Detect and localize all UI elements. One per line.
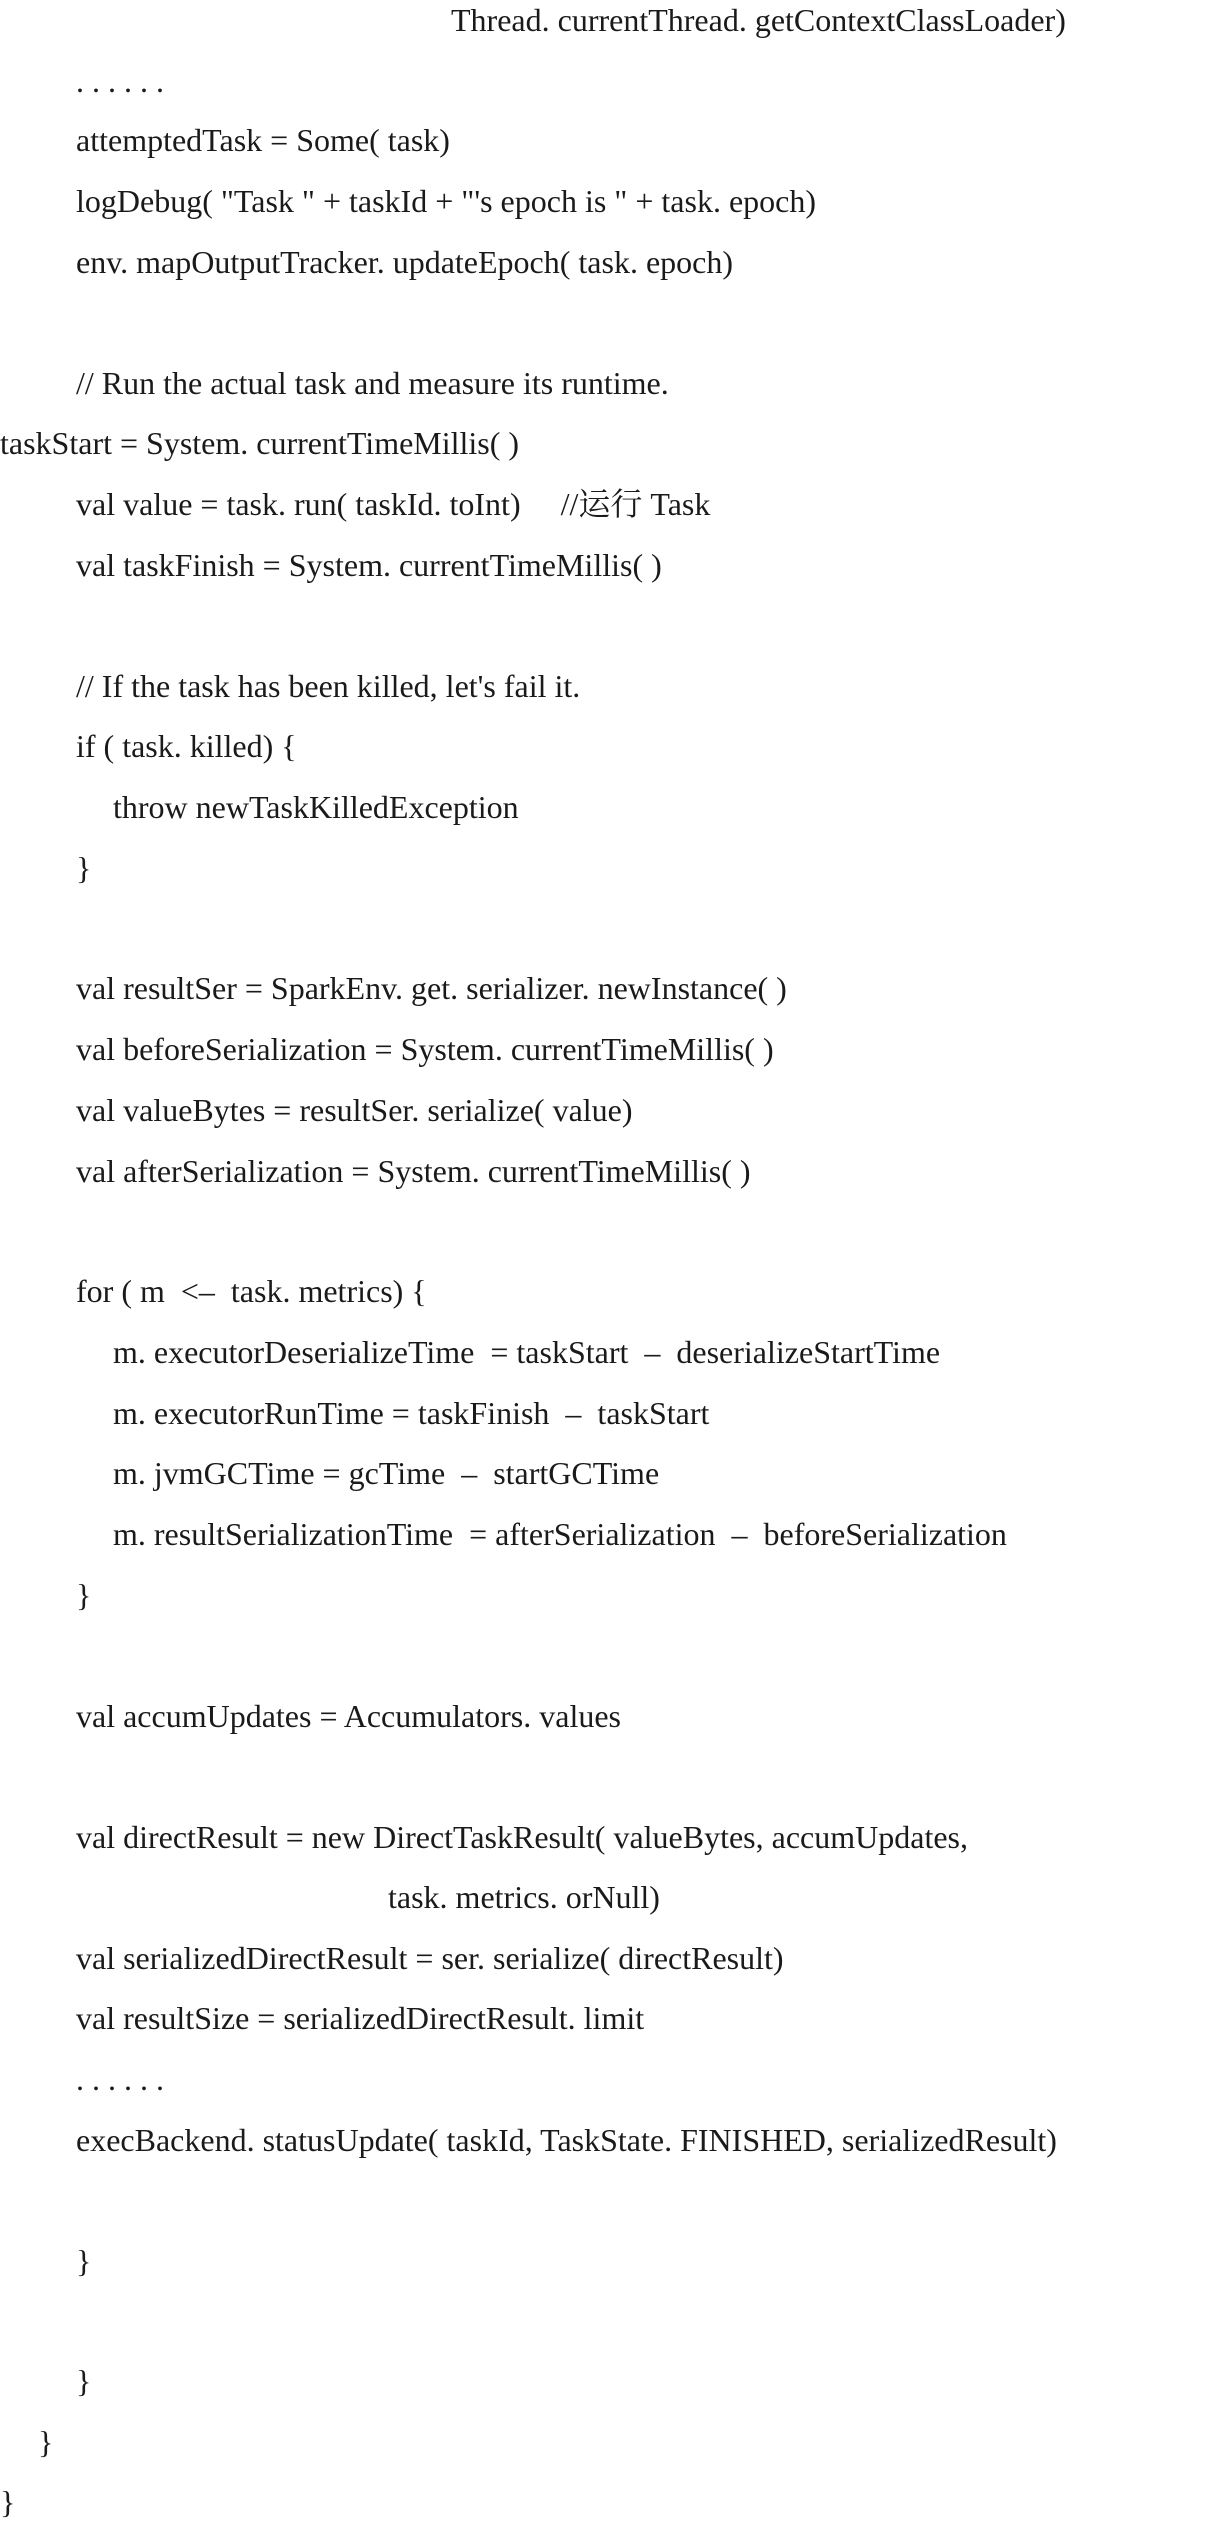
code-line: } — [76, 1577, 92, 1613]
code-line: val afterSerialization = System. currentTimeMillis( ) — [76, 1153, 751, 1189]
code-line: attemptedTask = Some( task) — [76, 122, 450, 158]
code-line: } — [76, 2243, 92, 2279]
code-line: m. executorRunTime = taskFinish – taskStart — [113, 1395, 710, 1431]
code-line: logDebug( "Task " + taskId + "'s epoch is " + task. epoch) — [76, 183, 816, 219]
code-line: m. jvmGCTime = gcTime – startGCTime — [113, 1455, 660, 1491]
code-line: val accumUpdates = Accumulators. values — [76, 1698, 621, 1734]
code-line: } — [76, 2363, 92, 2399]
code-line: // If the task has been killed, let's fail it. — [76, 668, 581, 704]
code-line: for ( m <– task. metrics) { — [76, 1273, 427, 1309]
code-line: val taskFinish = System. currentTimeMillis( ) — [76, 547, 662, 583]
code-line: throw newTaskKilledException — [113, 789, 519, 825]
code-line: task. metrics. orNull) — [388, 1879, 660, 1915]
code-line: m. executorDeserializeTime = taskStart – deserializeStartTime — [113, 1334, 941, 1370]
code-line: Thread. currentThread. getContextClassLoader) — [451, 2, 1066, 38]
code-line: execBackend. statusUpdate( taskId, TaskState. FINISHED, serializedResult) — [76, 2122, 1057, 2158]
code-line: } — [38, 2424, 54, 2460]
code-line: // Run the actual task and measure its runtime. — [76, 365, 669, 401]
code-line: env. mapOutputTracker. updateEpoch( task. epoch) — [76, 244, 733, 280]
code-line: } — [0, 2484, 16, 2520]
code-line: taskStart = System. currentTimeMillis( ) — [0, 425, 520, 461]
code-line: val resultSize = serializedDirectResult. limit — [76, 2000, 645, 2036]
code-line: val beforeSerialization = System. currentTimeMillis( ) — [76, 1031, 774, 1067]
code-line: } — [76, 850, 92, 886]
code-line: val serializedDirectResult = ser. serialize( directResult) — [76, 1940, 784, 1976]
code-line: . . . . . . — [76, 63, 164, 99]
code-line: if ( task. killed) { — [76, 728, 297, 764]
code-line: val valueBytes = resultSer. serialize( value) — [76, 1092, 633, 1128]
code-line: m. resultSerializationTime = afterSerialization – beforeSerialization — [113, 1516, 1007, 1552]
code-line: val value = task. run( taskId. toInt) //运行 Task — [76, 486, 711, 522]
code-line: val resultSer = SparkEnv. get. serializer. newInstance( ) — [76, 970, 787, 1006]
code-line: . . . . . . — [76, 2061, 164, 2097]
code-line: val directResult = new DirectTaskResult( valueBytes, accumUpdates, — [76, 1819, 968, 1855]
